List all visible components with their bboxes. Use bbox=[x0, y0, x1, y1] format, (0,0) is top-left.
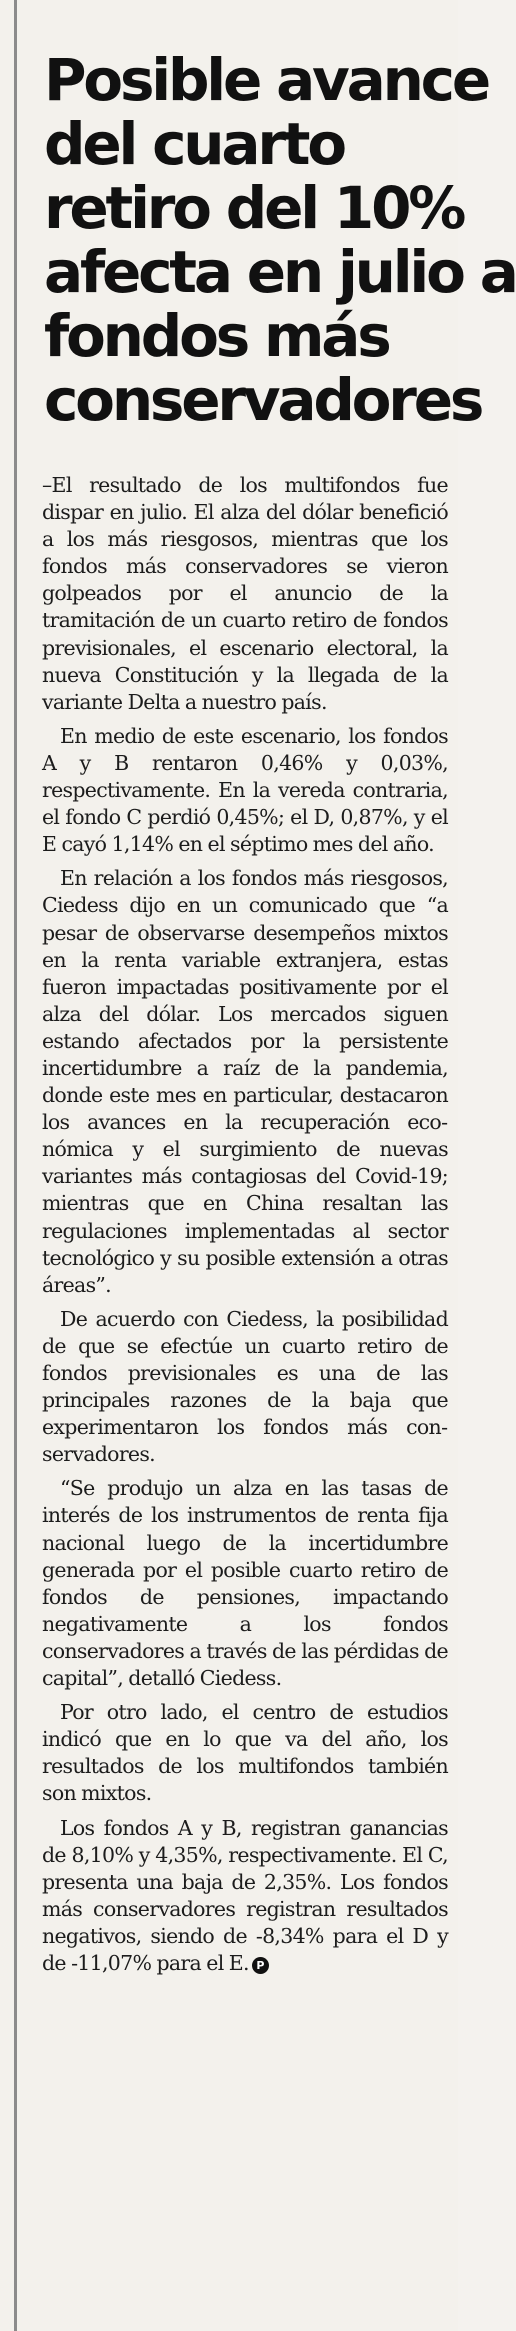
article-paragraph: En medio de este escenario, los fondos A y B rentaron 0,46% y 0,03%, respectivamente. En la vereda contraria, el fondo C perdió 0,45%; el D, 0,87%, y el E cayó 1,14% en el séptimo mes del año. bbox=[42, 723, 448, 857]
article-paragraph: De acuerdo con Ciedess, la posibilidad de que se efectúe un cuarto retiro de fondos previsionales es una de las principales razones de la baja que experimentaron los fondos más conservadores. bbox=[42, 1306, 448, 1467]
article-headline bbox=[44, 46, 516, 434]
article-body bbox=[42, 472, 448, 1984]
article-paragraph: Por otro lado, el centro de estudios indicó que en lo que va del año, los resultados de los multifondos también son mixtos. bbox=[42, 1700, 448, 1806]
article-paragraph-text: Los fondos A y B, registran ganancias de 8,10% y 4,35%, respectivamente. El C, presenta una baja de 2,35%. Los fondos más conservadores registran resultados negativos, siendo de -8,34% para el D y de -11,07% para el E. bbox=[42, 1815, 448, 1975]
article-paragraph: En relación a los fondos más riesgosos, Ciedess dijo en un comunicado que “a pesar de observarse desempeños mixtos en la renta variable extranjera, estas fueron impactadas positivamente por el alza del dólar. Los mercados siguen estando afectados por la persistente incertidumbre a raíz de la pandemia, donde este mes en particular, destacaron los avances en la recuperación económica y el surgimiento de nuevas variantes más contagiosas del Covid-19; mientras que en China resaltan las regulaciones implementadas al sector tecnológico y su posible extensión a otras áreas”. bbox=[42, 866, 448, 1297]
headline-line: del cuarto bbox=[44, 110, 344, 178]
headline-line: fondos más bbox=[44, 302, 389, 370]
column-rule bbox=[14, 0, 17, 2331]
headline-line: afecta en julio a bbox=[44, 238, 516, 306]
headline-line: conservadores bbox=[44, 366, 482, 434]
headline-line: retiro del 10% bbox=[44, 174, 464, 242]
end-of-article-icon: P bbox=[252, 1957, 269, 1974]
article-paragraph: “Se produjo un alza en las tasas de interés de los instrumentos de renta fija nacional luego de la incertidumbre generada por el posible cuarto retiro de fondos de pensiones, impactando negativamente a los fondos conservadores a través de las pérdidas de capital”, detalló Ciedess. bbox=[42, 1476, 448, 1691]
headline-line: Posible avance bbox=[44, 46, 488, 114]
article-paragraph: –El resultado de los multifondos fue dispar en julio. El alza del dólar benefició a los más riesgosos, mientras que los fondos más conservadores se vieron golpeados por el anuncio de la tramitación de un cuarto retiro de fondos previsionales, el escenario electoral, la nueva Constitución y la llegada de la variante Delta a nuestro país. bbox=[42, 473, 448, 714]
article-paragraph-last bbox=[42, 1815, 448, 1978]
